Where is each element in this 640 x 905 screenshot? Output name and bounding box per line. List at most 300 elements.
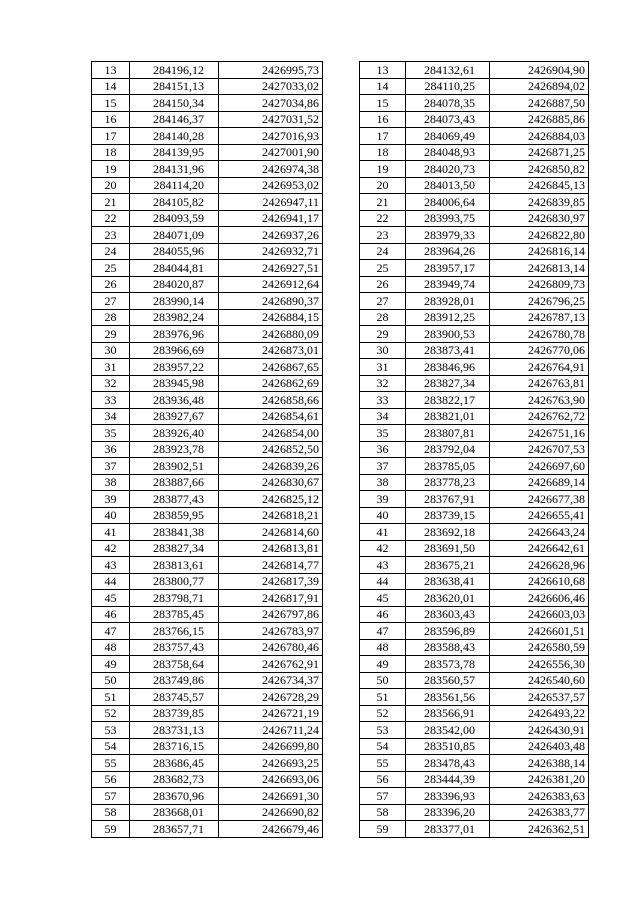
point-number-cell: 42 (92, 540, 130, 557)
y-coordinate-cell: 2426885,86 (490, 111, 589, 128)
x-coordinate-cell: 283912,25 (406, 309, 490, 326)
table-row (92, 590, 323, 607)
x-coordinate-cell: 283478,43 (406, 755, 490, 772)
table-row (360, 507, 589, 524)
table-row (360, 425, 589, 442)
x-coordinate-cell: 283377,01 (406, 821, 490, 838)
table-row (360, 194, 589, 211)
y-coordinate-cell: 2426643,24 (490, 524, 589, 541)
point-number-cell: 22 (92, 210, 130, 227)
y-coordinate-cell: 2426937,26 (219, 227, 323, 244)
table-row (360, 557, 589, 574)
point-number-cell: 28 (360, 309, 406, 326)
x-coordinate-cell: 284071,09 (130, 227, 219, 244)
point-number-cell: 45 (92, 590, 130, 607)
y-coordinate-cell: 2426381,20 (490, 771, 589, 788)
table-row (360, 491, 589, 508)
x-coordinate-cell: 283945,98 (130, 375, 219, 392)
x-coordinate-cell: 284151,13 (130, 78, 219, 95)
x-coordinate-cell: 284196,12 (130, 62, 219, 79)
table-row (360, 540, 589, 557)
table-row (92, 408, 323, 425)
point-number-cell: 39 (360, 491, 406, 508)
table-row (360, 177, 589, 194)
point-number-cell: 58 (92, 804, 130, 821)
table-row (92, 243, 323, 260)
point-number-cell: 41 (360, 524, 406, 541)
y-coordinate-cell: 2426953,02 (219, 177, 323, 194)
point-number-cell: 56 (92, 771, 130, 788)
point-number-cell: 51 (360, 689, 406, 706)
point-number-cell: 17 (92, 128, 130, 145)
point-number-cell: 59 (92, 821, 130, 838)
point-number-cell: 59 (360, 821, 406, 838)
point-number-cell: 52 (92, 705, 130, 722)
y-coordinate-cell: 2426871,25 (490, 144, 589, 161)
x-coordinate-cell: 283976,96 (130, 326, 219, 343)
y-coordinate-cell: 2426904,90 (490, 62, 589, 79)
y-coordinate-cell: 2426388,14 (490, 755, 589, 772)
point-number-cell: 24 (360, 243, 406, 260)
table-row (360, 606, 589, 623)
y-coordinate-cell: 2426762,72 (490, 408, 589, 425)
y-coordinate-cell: 2426763,90 (490, 392, 589, 409)
y-coordinate-cell: 2426783,97 (219, 623, 323, 640)
table-row (92, 293, 323, 310)
table-row (92, 804, 323, 821)
y-coordinate-cell: 2426830,67 (219, 474, 323, 491)
y-coordinate-cell: 2426383,63 (490, 788, 589, 805)
x-coordinate-cell: 284131,96 (130, 161, 219, 178)
x-coordinate-cell: 283785,45 (130, 606, 219, 623)
point-number-cell: 33 (360, 392, 406, 409)
table-row (360, 111, 589, 128)
x-coordinate-cell: 283822,17 (406, 392, 490, 409)
table-row (92, 392, 323, 409)
point-number-cell: 21 (92, 194, 130, 211)
x-coordinate-cell: 284020,87 (130, 276, 219, 293)
y-coordinate-cell: 2426610,68 (490, 573, 589, 590)
point-number-cell: 20 (360, 177, 406, 194)
point-number-cell: 33 (92, 392, 130, 409)
x-coordinate-cell: 283716,15 (130, 738, 219, 755)
point-number-cell: 57 (360, 788, 406, 805)
table-row (92, 623, 323, 640)
x-coordinate-cell: 284006,64 (406, 194, 490, 211)
x-coordinate-cell: 283396,93 (406, 788, 490, 805)
table-row (360, 326, 589, 343)
y-coordinate-cell: 2426854,61 (219, 408, 323, 425)
table-row (92, 161, 323, 178)
y-coordinate-cell: 2426852,50 (219, 441, 323, 458)
table-row (360, 243, 589, 260)
table-row (360, 62, 589, 79)
x-coordinate-cell: 283993,75 (406, 210, 490, 227)
x-coordinate-cell: 283566,91 (406, 705, 490, 722)
table-row (360, 722, 589, 739)
point-number-cell: 50 (360, 672, 406, 689)
table-row (92, 177, 323, 194)
table-row (360, 573, 589, 590)
x-coordinate-cell: 283686,45 (130, 755, 219, 772)
y-coordinate-cell: 2426689,14 (490, 474, 589, 491)
table-row (92, 260, 323, 277)
point-number-cell: 47 (360, 623, 406, 640)
x-coordinate-cell: 284140,28 (130, 128, 219, 145)
point-number-cell: 40 (360, 507, 406, 524)
point-number-cell: 14 (360, 78, 406, 95)
table-row (92, 491, 323, 508)
point-number-cell: 55 (92, 755, 130, 772)
y-coordinate-cell: 2426927,51 (219, 260, 323, 277)
y-coordinate-cell: 2426699,80 (219, 738, 323, 755)
point-number-cell: 42 (360, 540, 406, 557)
table-row (92, 722, 323, 739)
y-coordinate-cell: 2426697,60 (490, 458, 589, 475)
y-coordinate-cell: 2426721,19 (219, 705, 323, 722)
y-coordinate-cell: 2426839,85 (490, 194, 589, 211)
y-coordinate-cell: 2426693,25 (219, 755, 323, 772)
point-number-cell: 23 (92, 227, 130, 244)
x-coordinate-cell: 283573,78 (406, 656, 490, 673)
x-coordinate-cell: 283859,95 (130, 507, 219, 524)
point-number-cell: 48 (360, 639, 406, 656)
x-coordinate-cell: 284110,25 (406, 78, 490, 95)
y-coordinate-cell: 2426817,39 (219, 573, 323, 590)
table-row (360, 639, 589, 656)
table-row (92, 788, 323, 805)
point-number-cell: 36 (360, 441, 406, 458)
x-coordinate-cell: 283691,50 (406, 540, 490, 557)
point-number-cell: 34 (92, 408, 130, 425)
x-coordinate-cell: 283561,56 (406, 689, 490, 706)
y-coordinate-cell: 2426880,09 (219, 326, 323, 343)
table-row (360, 210, 589, 227)
point-number-cell: 45 (360, 590, 406, 607)
table-row (360, 161, 589, 178)
table-row (92, 656, 323, 673)
x-coordinate-cell: 283792,04 (406, 441, 490, 458)
y-coordinate-cell: 2426690,82 (219, 804, 323, 821)
y-coordinate-cell: 2426780,78 (490, 326, 589, 343)
y-coordinate-cell: 2426540,60 (490, 672, 589, 689)
point-number-cell: 24 (92, 243, 130, 260)
x-coordinate-cell: 284055,96 (130, 243, 219, 260)
table-row (360, 441, 589, 458)
y-coordinate-cell: 2426817,91 (219, 590, 323, 607)
y-coordinate-cell: 2426787,13 (490, 309, 589, 326)
table-row (360, 375, 589, 392)
point-number-cell: 13 (360, 62, 406, 79)
table-row (92, 111, 323, 128)
x-coordinate-cell: 283846,96 (406, 359, 490, 376)
x-coordinate-cell: 283902,51 (130, 458, 219, 475)
x-coordinate-cell: 283767,91 (406, 491, 490, 508)
table-row (360, 227, 589, 244)
point-number-cell: 29 (360, 326, 406, 343)
point-number-cell: 38 (360, 474, 406, 491)
table-row (92, 689, 323, 706)
y-coordinate-cell: 2426628,96 (490, 557, 589, 574)
y-coordinate-cell: 2427033,02 (219, 78, 323, 95)
table-row (360, 128, 589, 145)
point-number-cell: 57 (92, 788, 130, 805)
point-number-cell: 44 (360, 573, 406, 590)
table-row (360, 771, 589, 788)
point-number-cell: 58 (360, 804, 406, 821)
table-row (92, 309, 323, 326)
point-number-cell: 16 (92, 111, 130, 128)
table-row (92, 771, 323, 788)
table-row (360, 755, 589, 772)
y-coordinate-cell: 2426813,81 (219, 540, 323, 557)
y-coordinate-cell: 2426854,00 (219, 425, 323, 442)
table-row (360, 392, 589, 409)
y-coordinate-cell: 2426403,48 (490, 738, 589, 755)
x-coordinate-cell: 283675,21 (406, 557, 490, 574)
x-coordinate-cell: 284139,95 (130, 144, 219, 161)
x-coordinate-cell: 283957,17 (406, 260, 490, 277)
table-row (92, 507, 323, 524)
x-coordinate-cell: 283964,26 (406, 243, 490, 260)
x-coordinate-cell: 283542,00 (406, 722, 490, 739)
point-number-cell: 37 (92, 458, 130, 475)
point-number-cell: 19 (92, 161, 130, 178)
point-number-cell: 43 (360, 557, 406, 574)
x-coordinate-cell: 283670,96 (130, 788, 219, 805)
point-number-cell: 44 (92, 573, 130, 590)
y-coordinate-cell: 2427034,86 (219, 95, 323, 112)
y-coordinate-cell: 2426912,64 (219, 276, 323, 293)
point-number-cell: 15 (360, 95, 406, 112)
y-coordinate-cell: 2426867,65 (219, 359, 323, 376)
point-number-cell: 30 (92, 342, 130, 359)
table-row (92, 359, 323, 376)
table-row (92, 557, 323, 574)
y-coordinate-cell: 2426845,13 (490, 177, 589, 194)
table-row (92, 821, 323, 838)
x-coordinate-cell: 284020,73 (406, 161, 490, 178)
y-coordinate-cell: 2426642,61 (490, 540, 589, 557)
x-coordinate-cell: 283396,20 (406, 804, 490, 821)
y-coordinate-cell: 2426796,25 (490, 293, 589, 310)
y-coordinate-cell: 2426580,59 (490, 639, 589, 656)
point-number-cell: 25 (360, 260, 406, 277)
table-row (92, 672, 323, 689)
x-coordinate-cell: 283766,15 (130, 623, 219, 640)
point-number-cell: 48 (92, 639, 130, 656)
point-number-cell: 47 (92, 623, 130, 640)
table-row (92, 755, 323, 772)
table-row (360, 738, 589, 755)
point-number-cell: 54 (360, 738, 406, 755)
table-row (92, 573, 323, 590)
y-coordinate-cell: 2426797,86 (219, 606, 323, 623)
y-coordinate-cell: 2426679,46 (219, 821, 323, 838)
y-coordinate-cell: 2426780,46 (219, 639, 323, 656)
x-coordinate-cell: 283749,86 (130, 672, 219, 689)
y-coordinate-cell: 2426947,11 (219, 194, 323, 211)
y-coordinate-cell: 2426887,50 (490, 95, 589, 112)
table-row (360, 293, 589, 310)
table-row (92, 458, 323, 475)
x-coordinate-cell: 283758,64 (130, 656, 219, 673)
point-number-cell: 14 (92, 78, 130, 95)
point-number-cell: 43 (92, 557, 130, 574)
y-coordinate-cell: 2426762,91 (219, 656, 323, 673)
table-row (360, 672, 589, 689)
y-coordinate-cell: 2426728,29 (219, 689, 323, 706)
point-number-cell: 31 (360, 359, 406, 376)
y-coordinate-cell: 2426894,02 (490, 78, 589, 95)
y-coordinate-cell: 2427016,93 (219, 128, 323, 145)
y-coordinate-cell: 2426873,01 (219, 342, 323, 359)
y-coordinate-cell: 2426763,81 (490, 375, 589, 392)
y-coordinate-cell: 2426383,77 (490, 804, 589, 821)
x-coordinate-cell: 283900,53 (406, 326, 490, 343)
y-coordinate-cell: 2426818,21 (219, 507, 323, 524)
point-number-cell: 50 (92, 672, 130, 689)
y-coordinate-cell: 2426707,53 (490, 441, 589, 458)
point-number-cell: 22 (360, 210, 406, 227)
x-coordinate-cell: 283982,24 (130, 309, 219, 326)
x-coordinate-cell: 283692,18 (406, 524, 490, 541)
table-row (360, 474, 589, 491)
y-coordinate-cell: 2426890,37 (219, 293, 323, 310)
point-number-cell: 27 (360, 293, 406, 310)
table-row (360, 821, 589, 838)
table-row (92, 375, 323, 392)
y-coordinate-cell: 2426430,91 (490, 722, 589, 739)
table-row (92, 144, 323, 161)
y-coordinate-cell: 2426711,24 (219, 722, 323, 739)
x-coordinate-cell: 284078,35 (406, 95, 490, 112)
x-coordinate-cell: 283928,01 (406, 293, 490, 310)
y-coordinate-cell: 2426556,30 (490, 656, 589, 673)
point-number-cell: 36 (92, 441, 130, 458)
x-coordinate-cell: 283739,15 (406, 507, 490, 524)
point-number-cell: 34 (360, 408, 406, 425)
point-number-cell: 49 (360, 656, 406, 673)
x-coordinate-cell: 283923,78 (130, 441, 219, 458)
y-coordinate-cell: 2426884,03 (490, 128, 589, 145)
point-number-cell: 29 (92, 326, 130, 343)
x-coordinate-cell: 284044,81 (130, 260, 219, 277)
x-coordinate-cell: 283877,43 (130, 491, 219, 508)
point-number-cell: 55 (360, 755, 406, 772)
y-coordinate-cell: 2426537,57 (490, 689, 589, 706)
table-row (92, 606, 323, 623)
y-coordinate-cell: 2427031,52 (219, 111, 323, 128)
y-coordinate-cell: 2426814,77 (219, 557, 323, 574)
table-row (92, 210, 323, 227)
table-row (360, 342, 589, 359)
table-row (360, 260, 589, 277)
table-row (360, 95, 589, 112)
y-coordinate-cell: 2426655,41 (490, 507, 589, 524)
point-number-cell: 21 (360, 194, 406, 211)
y-coordinate-cell: 2426822,80 (490, 227, 589, 244)
coordinates-table-left (91, 61, 323, 838)
point-number-cell: 49 (92, 656, 130, 673)
x-coordinate-cell: 283957,22 (130, 359, 219, 376)
x-coordinate-cell: 283620,01 (406, 590, 490, 607)
y-coordinate-cell: 2426691,30 (219, 788, 323, 805)
x-coordinate-cell: 283887,66 (130, 474, 219, 491)
x-coordinate-cell: 283949,74 (406, 276, 490, 293)
y-coordinate-cell: 2426862,69 (219, 375, 323, 392)
x-coordinate-cell: 284105,82 (130, 194, 219, 211)
table-row (360, 623, 589, 640)
y-coordinate-cell: 2426995,73 (219, 62, 323, 79)
y-coordinate-cell: 2426751,16 (490, 425, 589, 442)
x-coordinate-cell: 284093,59 (130, 210, 219, 227)
table-row (360, 689, 589, 706)
table-row (92, 738, 323, 755)
x-coordinate-cell: 283813,61 (130, 557, 219, 574)
x-coordinate-cell: 283827,34 (406, 375, 490, 392)
point-number-cell: 28 (92, 309, 130, 326)
point-number-cell: 53 (360, 722, 406, 739)
point-number-cell: 56 (360, 771, 406, 788)
point-number-cell: 20 (92, 177, 130, 194)
x-coordinate-cell: 283745,57 (130, 689, 219, 706)
y-coordinate-cell: 2426825,12 (219, 491, 323, 508)
point-number-cell: 39 (92, 491, 130, 508)
x-coordinate-cell: 283841,38 (130, 524, 219, 541)
y-coordinate-cell: 2426764,91 (490, 359, 589, 376)
x-coordinate-cell: 283757,43 (130, 639, 219, 656)
x-coordinate-cell: 284073,43 (406, 111, 490, 128)
x-coordinate-cell: 283821,01 (406, 408, 490, 425)
y-coordinate-cell: 2426809,73 (490, 276, 589, 293)
x-coordinate-cell: 283979,33 (406, 227, 490, 244)
table-row (360, 276, 589, 293)
x-coordinate-cell: 284048,93 (406, 144, 490, 161)
y-coordinate-cell: 2426974,38 (219, 161, 323, 178)
point-number-cell: 54 (92, 738, 130, 755)
x-coordinate-cell: 284069,49 (406, 128, 490, 145)
table-row (360, 788, 589, 805)
x-coordinate-cell: 283807,81 (406, 425, 490, 442)
table-row (92, 705, 323, 722)
x-coordinate-cell: 283682,73 (130, 771, 219, 788)
y-coordinate-cell: 2426814,60 (219, 524, 323, 541)
table-row (92, 128, 323, 145)
x-coordinate-cell: 283560,57 (406, 672, 490, 689)
y-coordinate-cell: 2426734,37 (219, 672, 323, 689)
x-coordinate-cell: 283966,69 (130, 342, 219, 359)
x-coordinate-cell: 283785,05 (406, 458, 490, 475)
point-number-cell: 16 (360, 111, 406, 128)
table-row (92, 540, 323, 557)
x-coordinate-cell: 283798,71 (130, 590, 219, 607)
point-number-cell: 17 (360, 128, 406, 145)
table-body (360, 62, 589, 838)
table-row (360, 359, 589, 376)
y-coordinate-cell: 2426677,38 (490, 491, 589, 508)
table-row (360, 590, 589, 607)
point-number-cell: 40 (92, 507, 130, 524)
point-number-cell: 23 (360, 227, 406, 244)
table-row (360, 78, 589, 95)
y-coordinate-cell: 2426816,14 (490, 243, 589, 260)
x-coordinate-cell: 283926,40 (130, 425, 219, 442)
table-row (92, 639, 323, 656)
y-coordinate-cell: 2426601,51 (490, 623, 589, 640)
table-body (92, 62, 323, 838)
x-coordinate-cell: 284114,20 (130, 177, 219, 194)
